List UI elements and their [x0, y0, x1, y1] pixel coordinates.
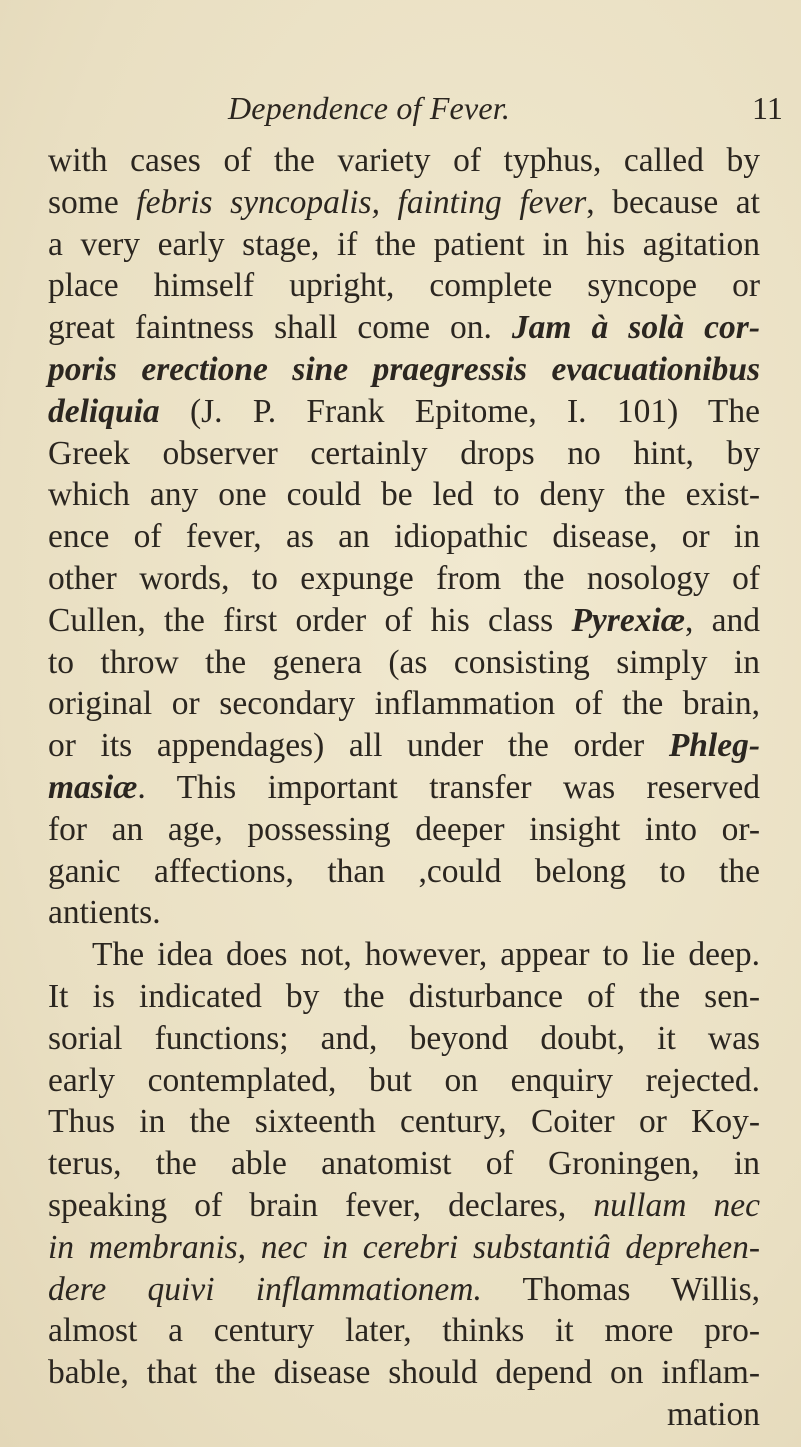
italic-text-run: Pyrexiæ — [571, 601, 685, 639]
text-run: antients. — [48, 894, 161, 932]
text-run: to throw the genera (as consisting simply in — [48, 643, 760, 681]
italic-text-run: poris erectione sine praegressis evacuationibus — [48, 350, 760, 388]
text-line — [48, 558, 760, 600]
italic-text-run: masiæ — [48, 768, 138, 806]
text-line — [48, 1310, 760, 1352]
text-line — [48, 516, 760, 558]
text-run: sorial functions; and, beyond doubt, it was — [48, 1019, 760, 1057]
text-line — [48, 1060, 760, 1102]
text-line — [48, 474, 760, 516]
text-run: place himself upright, complete syncope or — [48, 267, 760, 305]
text-run: some — [48, 183, 137, 221]
running-title: Dependence of Fever. — [228, 90, 511, 126]
text-line — [48, 767, 760, 809]
italic-text-run: nullam nec — [593, 1186, 760, 1224]
text-run: Cullen, the first order of his class — [48, 601, 572, 639]
text-line — [48, 391, 760, 433]
text-run: ence of fever, as an idiopathic disease, or in — [48, 518, 760, 556]
text-line — [48, 1185, 760, 1227]
text-run: for an age, possessing deeper insight into or- — [48, 810, 760, 848]
text-run: ganic affections, than ,could belong to the — [48, 852, 760, 890]
text-line — [48, 265, 760, 307]
text-run: , because at — [586, 183, 760, 221]
text-run: bable, that the disease should depend on inflam- — [48, 1354, 760, 1392]
text-line — [48, 892, 760, 934]
text-line — [48, 1143, 760, 1185]
text-run: great faintness shall come on. — [48, 309, 512, 347]
text-run: It is indicated by the disturbance of the sen- — [48, 977, 760, 1015]
text-line — [48, 1269, 760, 1311]
text-run: (J. P. Frank Epitome, I. 101) The — [159, 392, 760, 430]
text-run: with cases of the variety of typhus, called by — [48, 142, 760, 179]
text-line — [48, 642, 760, 684]
text-run: early contemplated, but on enquiry rejected. — [48, 1061, 760, 1099]
text-run: Greek observer certainly drops no hint, by — [48, 434, 760, 472]
text-run: Thus in the sixteenth century, Coiter or Koy- — [48, 1103, 760, 1141]
text-run: a very early stage, if the patient in his agitation — [48, 225, 760, 263]
italic-text-run: Phleg- — [668, 727, 760, 765]
text-run: . This important transfer was reserved — [137, 768, 760, 806]
text-line — [48, 725, 760, 767]
text-line — [48, 307, 760, 349]
text-line — [48, 224, 760, 266]
text-run: Thomas Willis, — [481, 1270, 761, 1308]
text-line — [48, 433, 760, 475]
text-line — [48, 600, 760, 642]
text-run: terus, the able anatomist of Groningen, in — [48, 1145, 760, 1183]
text-line — [48, 182, 760, 224]
text-line — [48, 683, 760, 725]
text-run: which any one could be led to deny the exist- — [48, 476, 760, 514]
text-line — [48, 976, 760, 1018]
text-run: , and — [684, 601, 760, 639]
text-line — [48, 1227, 760, 1269]
text-line — [48, 1101, 760, 1143]
text-run: or its appendages) all under the order — [48, 727, 669, 765]
catchword: mation — [666, 1395, 760, 1433]
text-run: The idea does not, however, appear to lie deep. — [92, 936, 760, 974]
italic-text-run: Jam à solà cor- — [511, 309, 760, 347]
italic-text-run: deliquia — [48, 392, 160, 430]
text-line — [48, 140, 760, 182]
text-line — [48, 934, 760, 976]
text-run: speaking of brain fever, declares, — [48, 1186, 594, 1224]
text-line — [48, 851, 760, 893]
text-line — [48, 349, 760, 391]
text-run: other words, to expunge from the nosology of — [48, 559, 760, 597]
italic-text-run: in membranis, nec in cerebri substantiâ deprehen- — [48, 1228, 760, 1266]
text-run: original or secondary inflammation of the brain, — [48, 685, 760, 723]
body-text — [48, 140, 760, 1436]
text-run: almost a century later, thinks it more pro- — [48, 1312, 760, 1350]
italic-text-run: dere quivi inflammationem. — [48, 1270, 482, 1308]
page-number: 11 — [752, 90, 783, 126]
italic-text-run: febris syncopalis, fainting fever — [136, 183, 587, 221]
text-line — [48, 809, 760, 851]
text-line — [48, 1018, 760, 1060]
text-line — [48, 1352, 760, 1394]
